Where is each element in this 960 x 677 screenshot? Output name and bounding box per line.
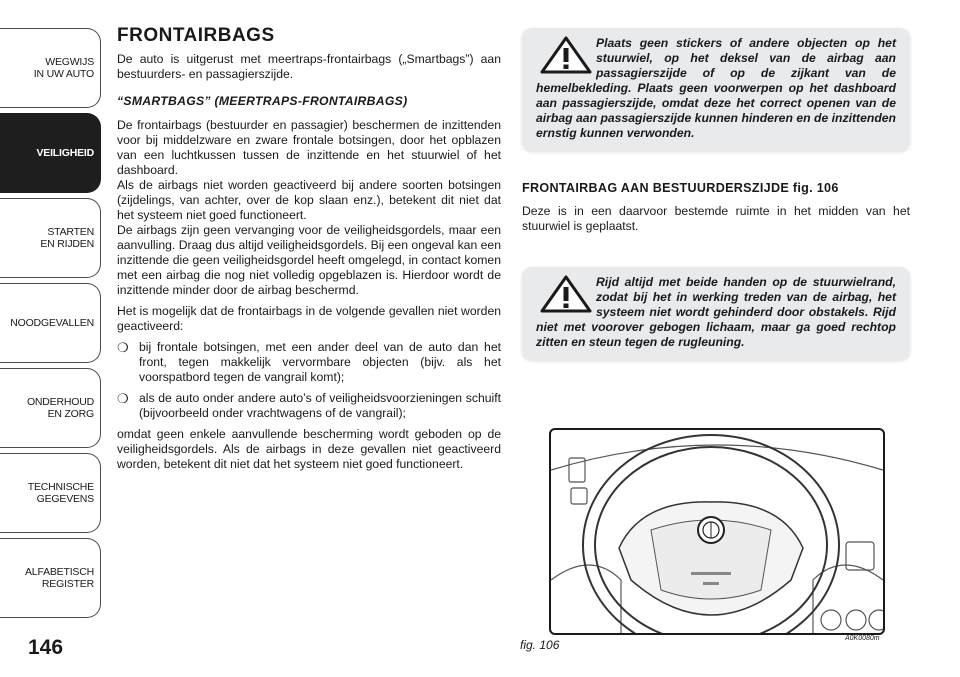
page-title: FRONTAIRBAGS [117,25,275,46]
tab-starten[interactable] [0,198,101,278]
tab-label: TECHNISCHE GEGEVENS [27,481,94,505]
tab-technische[interactable] [0,453,101,533]
tab-label: STARTEN EN RIJDEN [40,226,94,250]
tab-label: ALFABETISCH REGISTER [25,566,94,590]
list-item-text: bij frontale botsingen, met een ander deel van de auto dan het front, tegen makkelijk vervormbare objecten (bijv. als het voorspatbord tegen de vangrail komt); [139,340,501,384]
figure-code: A0K0080m [845,635,880,642]
tab-label: VEILIGHEID [36,147,94,159]
warning-triangle-icon [540,275,592,313]
list-item [117,391,501,421]
figure-caption: fig. 106 [520,638,560,652]
warning-triangle-icon [540,36,592,74]
bullet-mark: ❍ [117,340,129,355]
warning-box [522,28,910,151]
paragraph: De airbags zijn geen vervanging voor de veiligheidsgordels, maar een aanvulling. Draag dus altijd veiligheidsgordels. Bij een ongeval kan een inzittende die geen veiligheidsgordel heeft omgelegd, in contact komen met een airbag die nog niet volledig opgeblazen is. Hierdoor wordt de inzittende minder door de airbag beschermd. [117,223,501,297]
warning-text: Rijd altijd met beide handen op de stuurwielrand, zodat bij het in werking treden van de airbag, het systeem niet wordt gehinderd door obstakels. Rijd niet met voorover gebogen lichaam, maar ga goed rechtop zitten en steun tegen de rugleuning. [536,275,896,349]
paragraph: De frontairbags (bestuurder en passagier) beschermen de inzittenden voor bij middelzware en zware frontale botsingen, door het opblazen van een luchtkussen tussen de inzittende en het stuurwiel of het dashboard. [117,118,501,177]
paragraph: omdat geen enkele aanvullende bescherming wordt geboden op de veiligheidsgordels. Als de airbags in deze gevallen niet geactiveerd worden, betekent dit niet dat het systeem niet goed functioneert. [117,427,501,471]
tab-alfabetisch[interactable] [0,538,101,618]
section-heading: FRONTAIRBAG AAN BESTUURDERSZIJDE fig. 106 [522,181,839,195]
list-item [117,340,501,385]
tab-onderhoud[interactable] [0,368,101,448]
tab-label: ONDERHOUD EN ZORG [26,396,94,420]
chapter-sidebar [0,28,101,623]
tab-wegwijs[interactable] [0,28,101,108]
bullet-mark: ❍ [117,391,129,406]
list-item-text: als de auto onder andere auto’s of veiligheidsvoorzieningen schuift (bijvoorbeeld onder vrachtwagens of de vangrail); [139,391,501,420]
right-column [522,28,910,360]
paragraph: Als de airbags niet worden geactiveerd bij andere soorten botsingen (zijdelings, van achter, over de kop slaan enz.), betekent dit niet dat het systeem niet goed functioneert. [117,178,501,222]
paragraph: Het is mogelijk dat de frontairbags in de volgende gevallen niet worden geactiveerd: [117,304,501,333]
warning-text: Plaats geen stickers of andere objecten op het stuurwiel, op het deksel van de airbag aan passagierszijde of op de zijkant van de hemelbekleding. Plaats geen voorwerpen op het dashboard aan passagierszijde, omdat deze het correct openen van de airbag aan passagierszijde kunnen hinderen en de inzittenden ernstig kunnen verwonden. [536,36,896,140]
tab-label: NOODGEVALLEN [10,317,94,329]
left-column [117,25,501,478]
tab-noodgevallen[interactable] [0,283,101,363]
steering-wheel-illustration [549,428,885,635]
tab-veiligheid[interactable] [0,113,101,193]
section-heading: “SMARTBAGS” (MEERTRAPS-FRONTAIRBAGS) [117,94,408,108]
intro-paragraph: De auto is uitgerust met meertraps-frontairbags („Smartbags”) aan bestuurders- en passagierszijde. [117,52,501,81]
page-number: 146 [28,636,64,659]
paragraph: Deze is in een daarvoor bestemde ruimte in het midden van het stuurwiel is geplaatst. [522,204,910,233]
steering-wheel-icon [551,430,883,633]
tab-label: WEGWIJS IN UW AUTO [33,56,94,80]
warning-box [522,267,910,360]
